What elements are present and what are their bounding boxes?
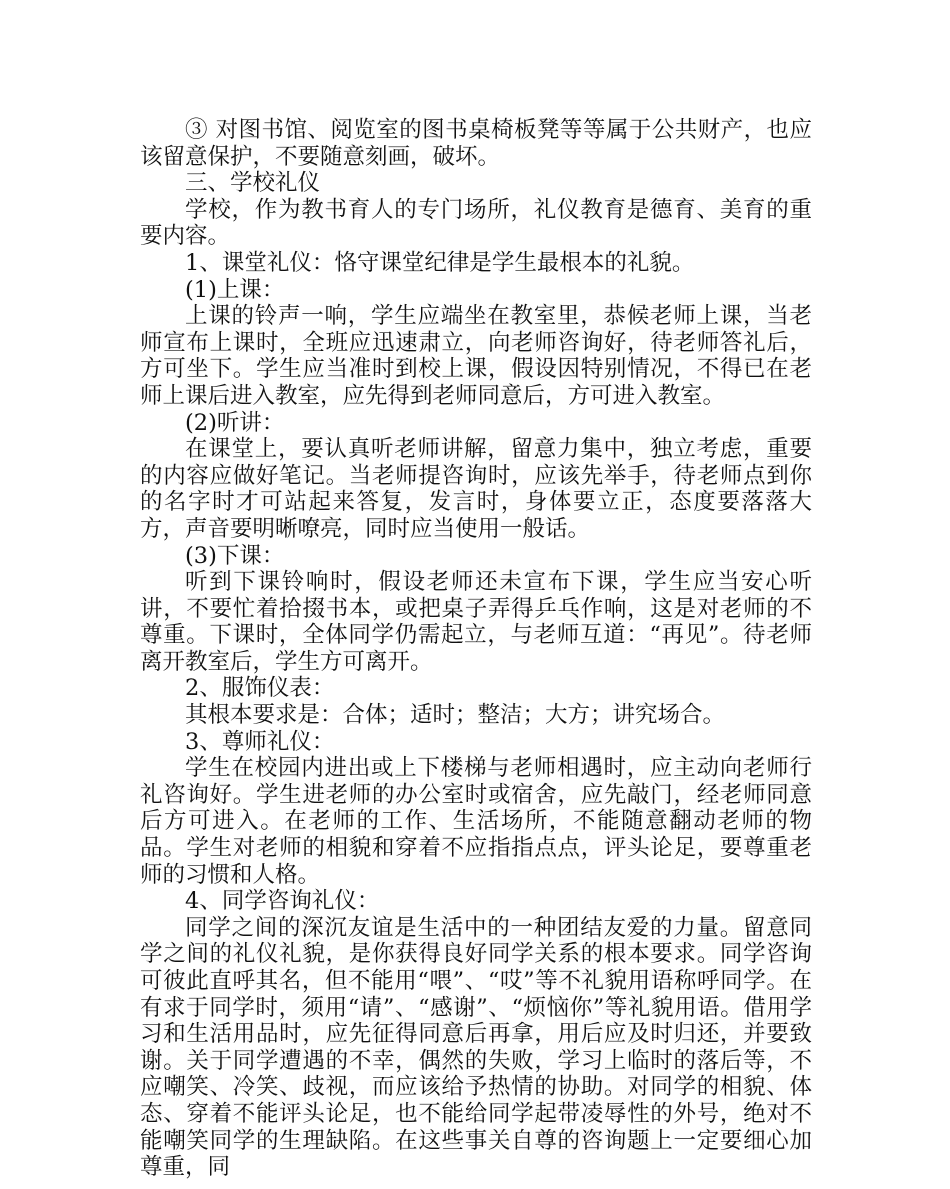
subheading-listening: (2)听讲： xyxy=(185,409,285,436)
paragraph-dress: 其根本要求是：合体；适时；整洁；大方；讲究场合。 xyxy=(185,702,726,729)
paragraph-end-class: 听到下课铃响时，假设老师还未宣布下课，学生应当安心听讲，不要忙着拾掇书本，或把桌子弄得乒乓作响，这是对老师的不尊重。下课时，全体同学仍需起立，与老师互道：“再见”。待老师离开教室后，学生方可离开。 xyxy=(140,569,812,675)
subheading-start-class: (1)上课： xyxy=(185,276,285,303)
heading-classmates: 4、同学咨询礼仪： xyxy=(185,888,380,915)
document-page xyxy=(140,117,812,1181)
heading-classroom-etiquette: 1、课堂礼仪：恪守课堂纪律是学生最根本的礼貌。 xyxy=(185,249,695,276)
paragraph-start-class: 上课的铃声一响，学生应端坐在教室里，恭候老师上课，当老师宣布上课时，全班应迅速肃立，向老师咨询好，待老师答礼后，方可坐下。学生应当准时到校上课，假设因特别情况，不得已在老师上课后进入教室，应先得到老师同意后，方可进入教室。 xyxy=(140,303,812,409)
subheading-end-class: (3)下课： xyxy=(185,542,285,569)
heading-respect-teacher: 3、尊师礼仪： xyxy=(185,728,335,755)
paragraph-classmates: 同学之间的深沉友谊是生活中的一种团结友爱的力量。留意同学之间的礼仪礼貌，是你获得良好同学关系的根本要求。同学咨询可彼此直呼其名，但不能用“喂”、“哎”等不礼貌用语称呼同学。在有求于同学时，须用“请”、“感谢”、“烦恼你”等礼貌用语。借用学习和生活用品时，应先征得同意后再拿，用后应及时归还，并要致谢。关于同学遭遇的不幸，偶然的失败，学习上临时的落后等，不应嘲笑、冷笑、歧视，而应该给予热情的协助。对同学的相貌、体态、穿着不能评头论足，也不能给同学起带凌辱性的外号，绝对不能嘲笑同学的生理缺陷。在这些事关自尊的咨询题上一定要细心加尊重，同 xyxy=(140,914,812,1181)
paragraph-listening: 在课堂上，要认真听老师讲解，留意力集中，独立考虑，重要的内容应做好笔记。当老师提咨询时，应该先举手，待老师点到你的名字时才可站起来答复，发言时，身体要立正，态度要落落大方，声音要明晰嘹亮，同时应当使用一般话。 xyxy=(140,436,812,542)
heading-dress: 2、服饰仪表： xyxy=(185,675,335,702)
paragraph-respect-teacher: 学生在校园内进出或上下楼梯与老师相遇时，应主动向老师行礼咨询好。学生进老师的办公室时或宿舍，应先敲门，经老师同意后方可进入。在老师的工作、生活场所，不能随意翻动老师的物品。学生对老师的相貌和穿着不应指指点点，评头论足，要尊重老师的习惯和人格。 xyxy=(140,755,812,888)
paragraph-library-property: ③ 对图书馆、阅览室的图书桌椅板凳等等属于公共财产，也应该留意保护，不要随意刻画，破坏。 xyxy=(140,117,812,170)
paragraph-school-intro: 学校，作为教书育人的专门场所，礼仪教育是德育、美育的重要内容。 xyxy=(140,196,812,250)
heading-school-etiquette: 三、学校礼仪 xyxy=(185,170,321,197)
